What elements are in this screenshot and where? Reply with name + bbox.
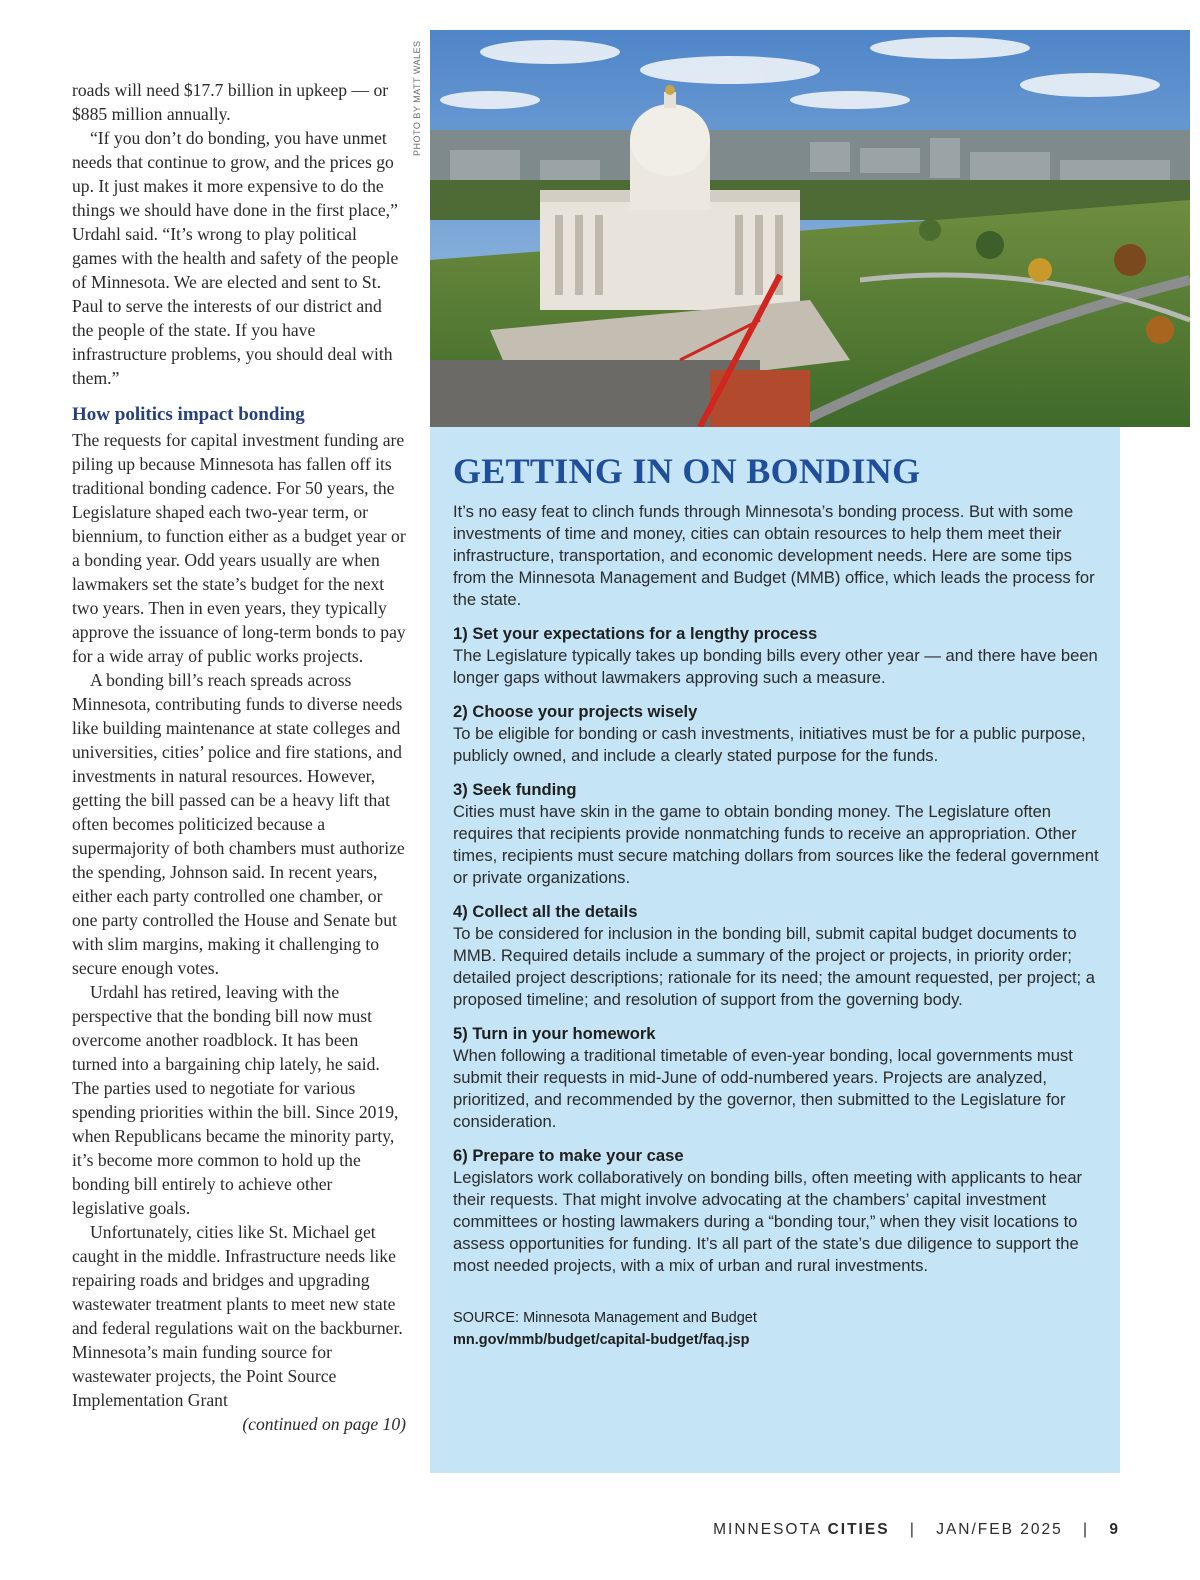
article-paragraph: Urdahl has retired, leaving with the perspective that the bonding bill now must overcome another roadblock. It has been turned into a bargaining chip lately, he said. The parties used to negotiate for various spending priorities within the bill. Since 2019, when Republicans became the minority party, it’s become more common to hold up the bonding bill entirely to achieve other legislative goals.: [72, 982, 399, 1218]
sidebar-intro: It’s no easy feat to clinch funds through Minnesota’s bonding process. But with some investments of time and money, cities can obtain resources to help them meet their infrastructure, transportation, and economic development needs. Here are some tips from the Minnesota Management and Budget (MMB) office, which leads the process for the state.: [453, 502, 1095, 609]
article-paragraph: A bonding bill’s reach spreads across Minnesota, contributing funds to diverse needs like building maintenance at state colleges and universities, cities’ police and fire stations, and investments in natural resources. However, getting the bill passed can be a heavy lift that often becomes politicized because a supermajority of both chambers must authorize the spending, Johnson said. In recent years, either each party controlled one chamber, or one party controlled the House and Senate but with slim margins, making it challenging to secure enough votes.: [72, 670, 405, 978]
article-paragraph: The requests for capital investment funding are piling up because Minnesota has fallen off its traditional bonding cadence. For 50 years, the Legislature shaped each two-year term, or biennium, to function either as a budget year or a bonding year. Odd years usually are when lawmakers set the state’s budget for the next two years. Then in even years, they typically approve the issuance of long-term bonds to pay for a wide array of public works projects.: [72, 430, 406, 666]
tip-body: The Legislature typically takes up bonding bills every other year — and there have been longer gaps without lawmakers approving such a measure.: [453, 646, 1098, 687]
tip-body: To be eligible for bonding or cash investments, initiatives must be for a public purpose, publicly owned, and include a clearly stated purpose for the funds.: [453, 724, 1086, 765]
tip-title: 1) Set your expectations for a lengthy process: [453, 624, 818, 643]
tip-item: [453, 1145, 1100, 1277]
tip-body: When following a traditional timetable of even-year bonding, local governments must submit their requests in mid-June of odd-numbered years. Projects are analyzed, prioritized, and recommended by the governor, then submitted to the Legislature for consideration.: [453, 1046, 1073, 1131]
tip-title: 6) Prepare to make your case: [453, 1146, 684, 1165]
article-column: [72, 78, 406, 1436]
source-label: SOURCE: Minnesota Management and Budget: [453, 1310, 757, 1326]
tip-item: [453, 701, 1100, 767]
tip-body: Cities must have skin in the game to obtain bonding money. The Legislature often requires that recipients provide nonmatching funds to receive an appropriation. Other times, recipients must secure matching dollars from sources like the federal government or private organizations.: [453, 802, 1099, 887]
sidebar-box: [430, 427, 1120, 1473]
capitol-aerial-photo: [430, 30, 1190, 427]
tip-body: Legislators work collaboratively on bonding bills, often meeting with applicants to hear their requests. That might involve advocating at the chambers’ capital investment committees or hosting lawmakers during a “bonding tour,” when they visit locations to assess opportunities for funding. It’s all part of the state’s due diligence to support the most needed projects, with a mix of urban and rural investments.: [453, 1168, 1083, 1275]
tip-item: [453, 901, 1100, 1011]
tip-body: To be considered for inclusion in the bonding bill, submit capital budget documents to MMB. Required details include a summary of the project or projects, in priority order; detailed project descriptions; rationale for its need; the amount requested, per project; a proposed timeline; and resolution of support from the governing body.: [453, 924, 1096, 1009]
sidebar-title: GETTING IN ON BONDING: [453, 451, 921, 491]
section-heading: How politics impact bonding: [72, 404, 305, 425]
photo-credit: PHOTO BY MATT WALES: [412, 40, 422, 156]
tip-item: [453, 1023, 1100, 1133]
tip-title: 2) Choose your projects wisely: [453, 702, 698, 721]
source-url[interactable]: mn.gov/mmb/budget/capital-budget/faq.jsp: [453, 1332, 750, 1348]
continued-note: (continued on page 10): [242, 1414, 406, 1434]
magazine-name: MINNESOTA: [713, 1521, 822, 1538]
footer-separator: |: [909, 1521, 916, 1538]
page-footer: [713, 1521, 1120, 1539]
source-block: [453, 1307, 1100, 1351]
tip-title: 3) Seek funding: [453, 780, 577, 799]
page-number: 9: [1109, 1521, 1120, 1538]
footer-separator: |: [1083, 1521, 1090, 1538]
article-paragraph: “If you don’t do bonding, you have unmet needs that continue to grow, and the prices go up. It just makes it more expensive to do the things we should have done in the first place,” Urdahl said. “It’s wrong to play political games with the health and safety of the people of Minnesota. We are elected and sent to St. Paul to serve the interests of our district and the people of the state. If you have infrastructure problems, you should deal with them.”: [72, 128, 399, 388]
article-paragraph: Unfortunately, cities like St. Michael get caught in the middle. Infrastructure needs like repairing roads and bridges and upgrading wastewater treatment plants to meet new state and federal regulations wait on the backburner. Minnesota’s main funding source for wastewater projects, the Point Source Implementation Grant: [72, 1222, 403, 1410]
tip-title: 5) Turn in your homework: [453, 1024, 656, 1043]
tip-item: [453, 623, 1100, 689]
tip-item: [453, 779, 1100, 889]
magazine-name-bold: CITIES: [827, 1521, 890, 1538]
tip-title: 4) Collect all the details: [453, 902, 638, 921]
article-paragraph: roads will need $17.7 billion in upkeep — or $885 million annually.: [72, 80, 389, 124]
issue-date: JAN/FEB 2025: [936, 1521, 1063, 1538]
